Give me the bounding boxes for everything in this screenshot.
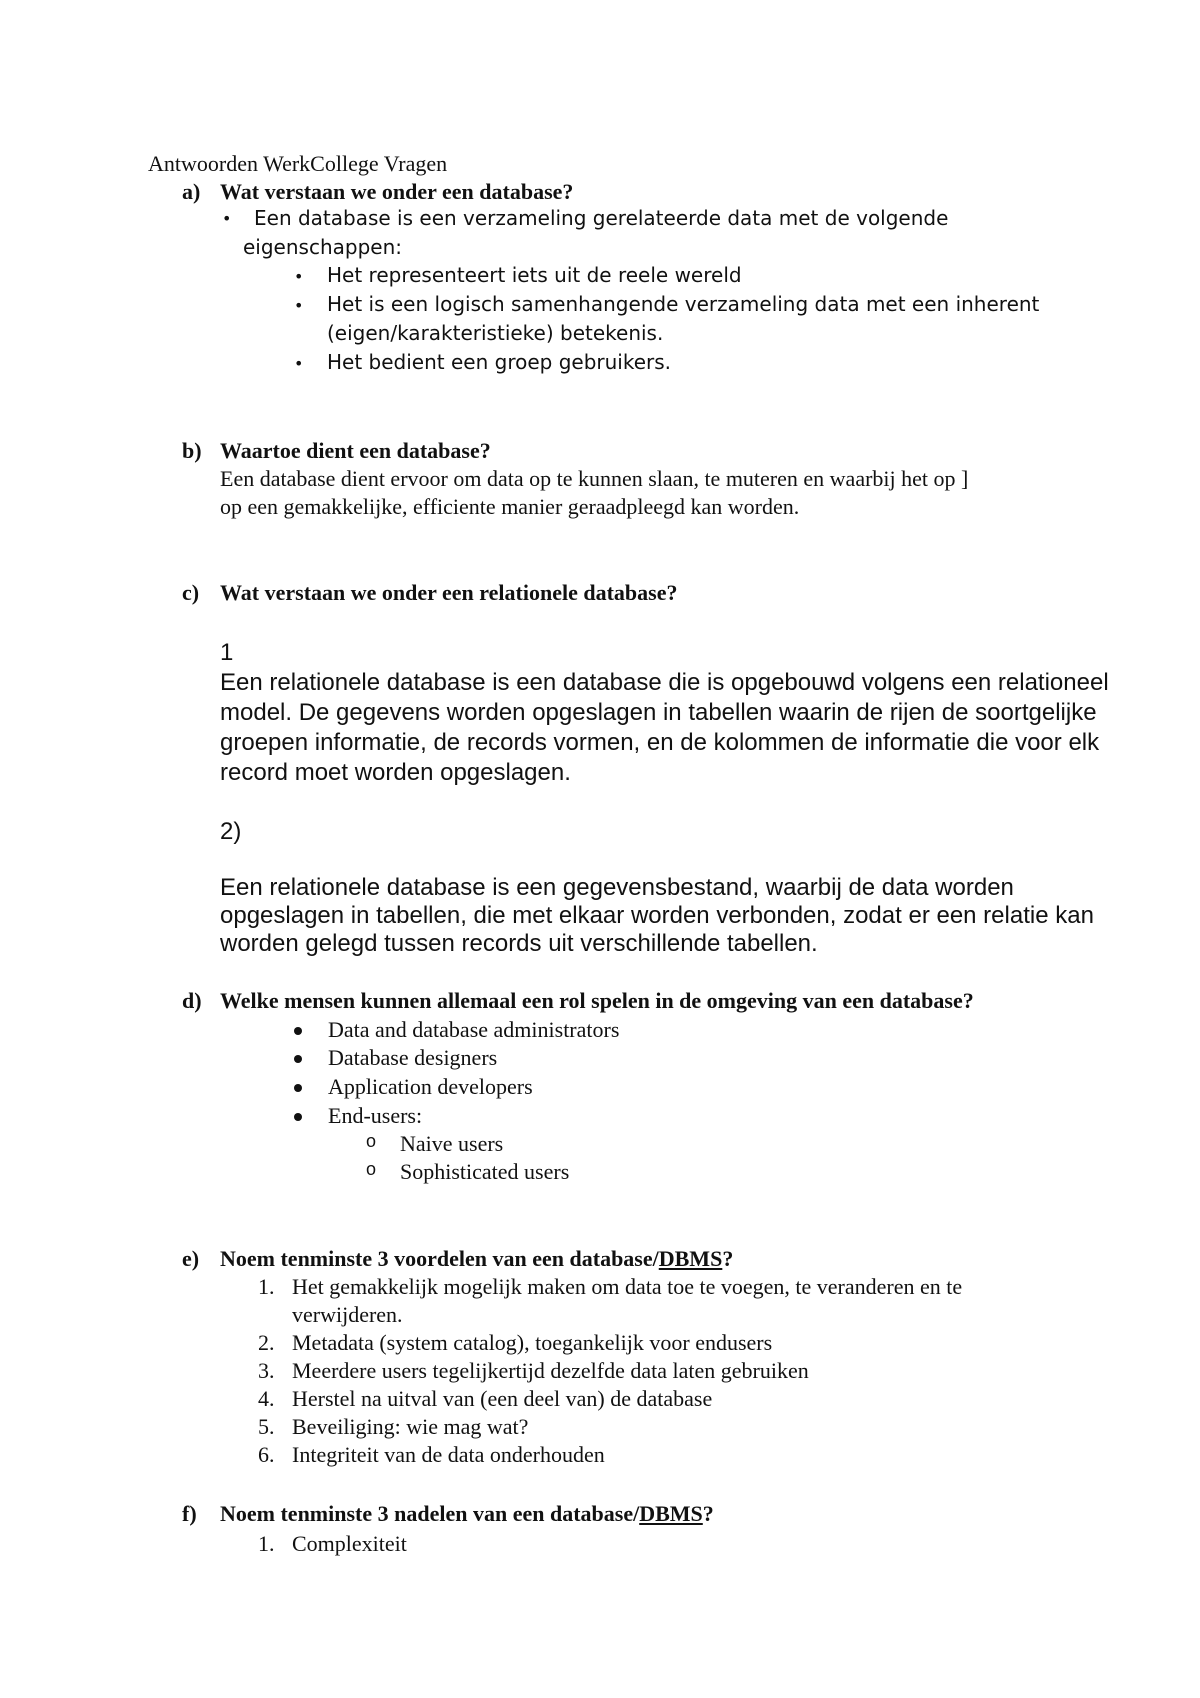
bullet-icon — [294, 1113, 302, 1121]
answer-d-item: Database designers — [328, 1045, 498, 1070]
bullet-icon: • — [222, 209, 232, 228]
list-number: 4. — [258, 1386, 275, 1411]
question-e — [220, 1245, 733, 1273]
list-number: 3. — [258, 1358, 275, 1383]
answer-a-property-cont: (eigen/karakteristieke) betekenis. — [327, 321, 664, 345]
dbms-link[interactable]: DBMS — [639, 1501, 703, 1526]
question-c-letter: c) — [182, 580, 200, 605]
question-f-text: Noem tenminste 3 nadelen van een database/ — [220, 1501, 640, 1526]
list-number: 6. — [258, 1442, 275, 1467]
answer-d-item: Application developers — [328, 1074, 533, 1099]
answer-c1-line: groepen informatie, de records vormen, en de kolommen de informatie die voor elk — [220, 729, 1100, 756]
bullet-icon — [294, 1055, 302, 1063]
answer-e-item-cont: verwijderen. — [292, 1302, 403, 1327]
bullet-icon: • — [294, 354, 304, 373]
answer-c1-line: model. De gegevens worden opgeslagen in tabellen waarin de rijen de soortgelijke — [220, 699, 1097, 726]
question-b: Waartoe dient een database? — [220, 438, 491, 463]
answer-d-subitem: Naive users — [400, 1131, 504, 1156]
question-d-letter: d) — [182, 988, 202, 1013]
answer-c1-line: record moet worden opgeslagen. — [220, 759, 571, 786]
answer-c-label-2: 2) — [220, 818, 242, 845]
answer-c2-line: worden gelegd tussen records uit verschillende tabellen. — [220, 930, 818, 957]
answer-d-subitem: Sophisticated users — [400, 1159, 570, 1184]
answer-c2-line: Een relationele database is een gegevensbestand, waarbij de data worden — [220, 874, 1014, 901]
answer-a-property: Het is een logisch samenhangende verzameling data met een inherent — [327, 292, 1040, 316]
question-f — [220, 1500, 714, 1528]
bullet-icon: • — [294, 267, 304, 286]
answer-c1-line: Een relationele database is een database die is opgebouwd volgens een relationeel — [220, 669, 1109, 696]
answer-e-item: Beveiliging: wie mag wat? — [292, 1414, 529, 1439]
answer-a-property: Het representeert iets uit de reele wereld — [327, 263, 742, 287]
bullet-icon: • — [294, 296, 304, 315]
question-f-mark: ? — [702, 1501, 714, 1526]
answer-e-item: Meerdere users tegelijkertijd dezelfde data laten gebruiken — [292, 1358, 809, 1383]
answer-e-item: Herstel na uitval van (een deel van) de database — [292, 1386, 713, 1411]
answer-a-intro-cont: eigenschappen: — [243, 235, 402, 259]
question-a: Wat verstaan we onder een database? — [220, 179, 574, 204]
answer-b-line: Een database dient ervoor om data op te kunnen slaan, te muteren en waarbij het op ] — [220, 466, 969, 491]
answer-b-line: op een gemakkelijke, efficiente manier geraadpleegd kan worden. — [220, 494, 800, 519]
list-number: 1. — [258, 1274, 275, 1299]
dbms-link[interactable]: DBMS — [658, 1246, 723, 1271]
bullet-icon — [294, 1084, 302, 1092]
answer-a-property: Het bedient een groep gebruikers. — [327, 350, 672, 374]
list-number: 1. — [258, 1531, 275, 1556]
bullet-icon — [294, 1027, 302, 1035]
answer-d-item: End-users: — [328, 1103, 423, 1128]
question-c: Wat verstaan we onder een relationele database? — [220, 580, 678, 605]
question-a-letter: a) — [182, 179, 201, 204]
question-e-mark: ? — [722, 1246, 734, 1271]
question-f-letter: f) — [182, 1501, 197, 1526]
list-number: 5. — [258, 1414, 275, 1439]
answer-e-item: Het gemakkelijk mogelijk maken om data toe te voegen, te veranderen en te — [292, 1274, 963, 1299]
answer-c-label-1: 1 — [220, 639, 234, 666]
document-title: Antwoorden WerkCollege Vragen — [148, 151, 448, 176]
answer-e-item: Integriteit van de data onderhouden — [292, 1442, 605, 1467]
list-number: 2. — [258, 1330, 275, 1355]
sub-bullet-marker: o — [366, 1131, 377, 1151]
answer-e-item: Metadata (system catalog), toegankelijk voor endusers — [292, 1330, 773, 1355]
question-e-text: Noem tenminste 3 voordelen van een database/ — [220, 1246, 659, 1271]
question-e-letter: e) — [182, 1246, 200, 1271]
answer-f-item: Complexiteit — [292, 1531, 407, 1556]
answer-c2-line: opgeslagen in tabellen, die met elkaar worden verbonden, zodat er een relatie kan — [220, 902, 1094, 929]
question-d: Welke mensen kunnen allemaal een rol spelen in de omgeving van een database? — [220, 988, 974, 1013]
answer-d-item: Data and database administrators — [328, 1017, 620, 1042]
answer-a-intro: Een database is een verzameling gerelateerde data met de volgende — [254, 206, 949, 230]
sub-bullet-marker: o — [366, 1159, 377, 1179]
question-b-letter: b) — [182, 438, 202, 463]
